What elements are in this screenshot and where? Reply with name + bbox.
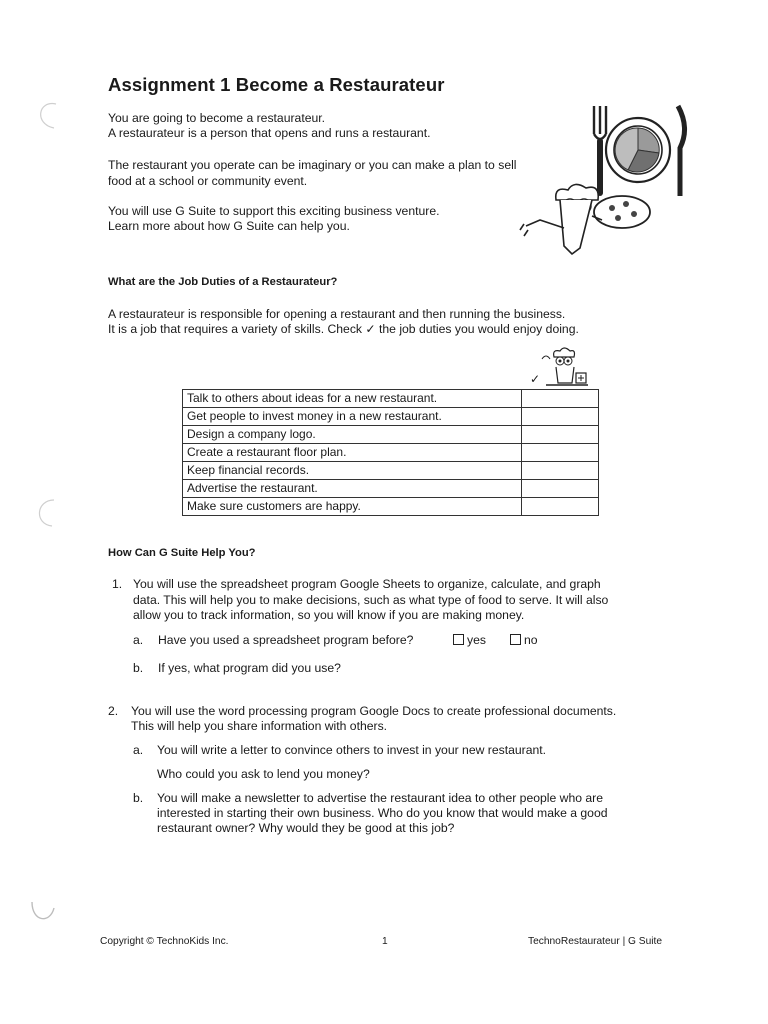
section-heading-g-suite: How Can G Suite Help You? xyxy=(108,547,256,559)
intro-line: The restaurant you operate can be imaginary or you can make a plan to sell xyxy=(108,158,517,172)
item1-line: You will use the spreadsheet program Google Sheets to organize, calculate, and graph xyxy=(133,577,601,591)
table-row xyxy=(183,390,599,408)
table-row xyxy=(183,426,599,444)
duty-text: Create a restaurant floor plan. xyxy=(183,444,522,462)
duty-check-cell[interactable] xyxy=(522,408,599,426)
table-row xyxy=(183,444,599,462)
duty-check-cell[interactable] xyxy=(522,390,599,408)
duty-text: Make sure customers are happy. xyxy=(183,498,522,516)
job-duties-table xyxy=(182,389,599,516)
table-row xyxy=(183,480,599,498)
intro-line: A restaurateur is a person that opens and runs a restaurant. xyxy=(108,126,431,140)
item1-line: data. This will help you to make decisions, such as what type of food to serve. It will also xyxy=(133,593,609,607)
table-row xyxy=(183,462,599,480)
section-heading-job-duties: What are the Job Duties of a Restaurateur? xyxy=(108,276,338,288)
intro-line: Learn more about how G Suite can help you. xyxy=(108,219,350,233)
option-no-label: no xyxy=(524,633,538,647)
footer-copyright: Copyright © TechnoKids Inc. xyxy=(100,936,229,947)
option-no[interactable] xyxy=(510,633,538,649)
duties-intro-line: It is a job that requires a variety of skills. Check ✓ the job duties you would enjoy doing. xyxy=(108,322,579,336)
sub-label: b. xyxy=(133,791,144,805)
duty-text: Advertise the restaurant. xyxy=(183,480,522,498)
sub-label: a. xyxy=(133,633,144,647)
item2b-line: interested in starting their own business. Who do you know that would make a good xyxy=(157,806,608,820)
duty-check-cell[interactable] xyxy=(522,426,599,444)
item-number: 2. xyxy=(108,704,119,718)
sub-label: a. xyxy=(133,743,144,757)
punch-hole-top xyxy=(18,98,58,132)
item2b-line: restaurant owner? Why would they be good at this job? xyxy=(157,821,455,835)
item2b-line: You will make a newsletter to advertise the restaurant idea to other people who are xyxy=(157,791,604,805)
item1a-question: Have you used a spreadsheet program before? xyxy=(158,633,414,647)
duty-text: Get people to invest money in a new restaurant. xyxy=(183,408,522,426)
checkbox-no[interactable] xyxy=(510,634,521,645)
duty-check-cell[interactable] xyxy=(522,444,599,462)
duty-check-cell[interactable] xyxy=(522,462,599,480)
page-title: Assignment 1 Become a Restaurateur xyxy=(108,74,445,95)
duty-check-cell[interactable] xyxy=(522,498,599,516)
item1b-question: If yes, what program did you use? xyxy=(158,661,341,675)
intro-line: You will use G Suite to support this exciting business venture. xyxy=(108,204,440,218)
duties-intro-line: A restaurateur is responsible for opening a restaurant and then running the business. xyxy=(108,307,566,321)
duty-text: Keep financial records. xyxy=(183,462,522,480)
item-number: 1. xyxy=(112,577,123,591)
duty-text: Design a company logo. xyxy=(183,426,522,444)
table-row xyxy=(183,408,599,426)
option-yes[interactable] xyxy=(453,633,486,649)
punch-hole-bottom xyxy=(14,896,58,926)
item1-line: allow you to track information, so you will know if you are making money. xyxy=(133,608,525,622)
item2-line: This will help you share information with others. xyxy=(131,719,388,733)
duty-check-cell[interactable] xyxy=(522,480,599,498)
footer-page-number: 1 xyxy=(382,936,388,947)
check-mark: ✓ xyxy=(530,372,541,386)
small-chef-icon xyxy=(536,347,592,387)
item2-line: You will use the word processing program Google Docs to create professional documents. xyxy=(131,704,617,718)
intro-line: food at a school or community event. xyxy=(108,174,308,188)
item2a-question: Who could you ask to lend you money? xyxy=(157,767,370,781)
option-yes-label: yes xyxy=(467,633,486,647)
checkbox-yes[interactable] xyxy=(453,634,464,645)
duty-text: Talk to others about ideas for a new restaurant. xyxy=(183,390,522,408)
footer-product: TechnoRestaurateur | G Suite xyxy=(528,936,663,947)
intro-line: You are going to become a restaurateur. xyxy=(108,111,326,125)
item2a-text: You will write a letter to convince others to invest in your new restaurant. xyxy=(157,743,547,757)
punch-hole-middle xyxy=(18,496,58,530)
chef-cartoon-icon xyxy=(516,180,656,258)
table-row xyxy=(183,498,599,516)
sub-label: b. xyxy=(133,661,144,675)
